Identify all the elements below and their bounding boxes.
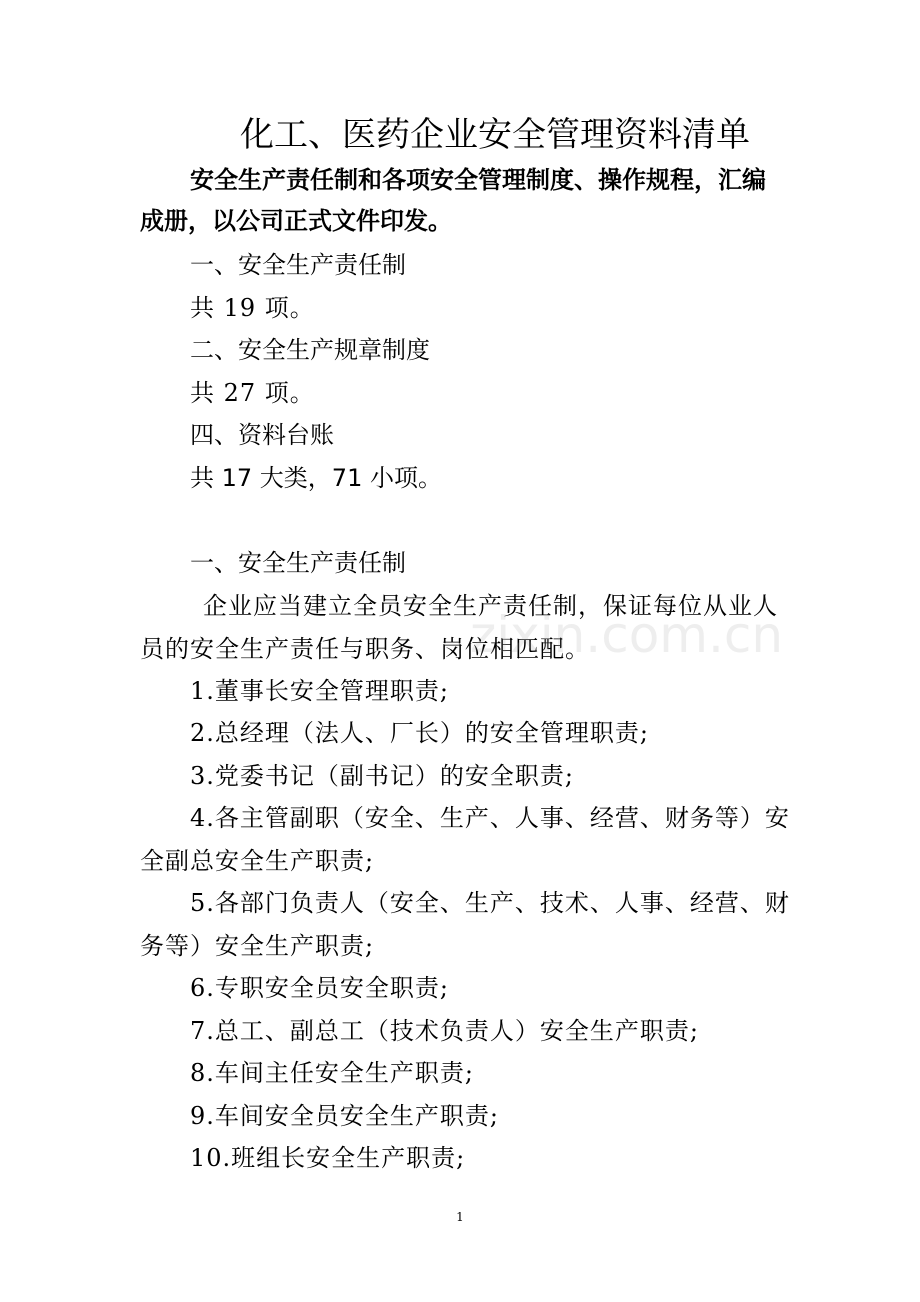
summary-count-responsibility: 共 19 项。 [190, 294, 315, 322]
list-item: 6.专职安全员安全职责; [190, 974, 449, 1002]
list-item: 1.董事长安全管理职责; [190, 677, 449, 705]
list-item-continuation: 务等）安全生产职责; [140, 932, 375, 960]
list-item: 2.总经理（法人、厂长）的安全管理职责; [190, 719, 649, 747]
list-item: 8.车间主任安全生产职责; [190, 1059, 474, 1087]
list-item: 5.各部门负责人（安全、生产、技术、人事、经营、财 [190, 889, 790, 917]
list-item: 4.各主管副职（安全、生产、人事、经营、财务等）安 [190, 804, 790, 832]
section-heading-responsibility: 一、安全生产责任制 [190, 549, 406, 577]
list-item: 3.党委书记（副书记）的安全职责; [190, 762, 574, 790]
watermark: zixin.com.cn [470, 606, 784, 664]
list-item: 7.总工、副总工（技术负责人）安全生产职责; [190, 1017, 699, 1045]
summary-heading-ledger: 四、资料台账 [190, 421, 334, 449]
page-number: 1 [456, 1210, 464, 1224]
summary-heading-responsibility: 一、安全生产责任制 [190, 251, 406, 279]
section-paragraph-line-2: 员的安全生产责任与职务、岗位相匹配。 [140, 635, 590, 663]
intro-line-1: 安全生产责任制和各项安全管理制度、操作规程，汇编 [190, 166, 766, 194]
section-paragraph-line-1: 企业应当建立全员安全生产责任制，保证每位从业人 [203, 592, 778, 620]
document-title: 化工、医药企业安全管理资料清单 [240, 115, 750, 155]
intro-line-2: 成册，以公司正式文件印发。 [140, 207, 452, 235]
list-item-continuation: 全副总安全生产职责; [140, 847, 375, 875]
summary-count-ledger: 共 17 大类，71 小项。 [190, 464, 442, 492]
list-item: 10.班组长安全生产职责; [190, 1144, 466, 1172]
summary-heading-regulations: 二、安全生产规章制度 [190, 336, 430, 364]
summary-count-regulations: 共 27 项。 [190, 379, 315, 407]
list-item: 9.车间安全员安全生产职责; [190, 1102, 499, 1130]
